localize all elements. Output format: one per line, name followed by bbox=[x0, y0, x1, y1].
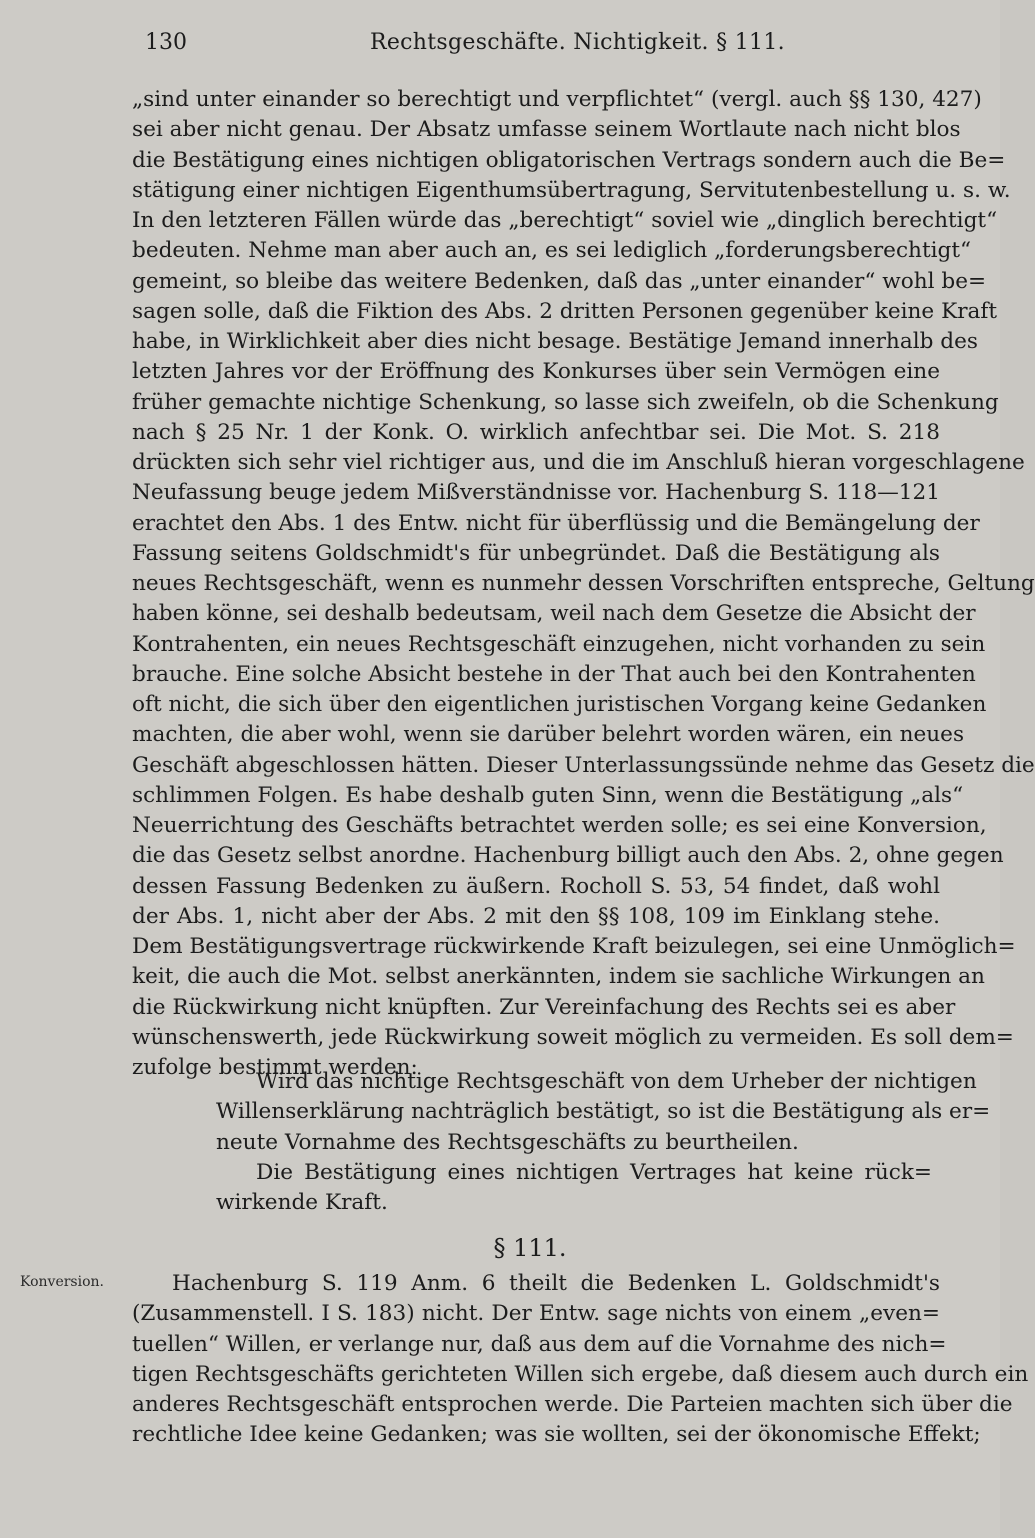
text-line: brauche. Eine solche Absicht bestehe in der That auch bei den Kontrahenten bbox=[132, 661, 976, 687]
text-line: der Abs. 1, nicht aber der Abs. 2 mit den §§ 108, 109 im Einklang stehe. bbox=[132, 903, 940, 929]
text-line: zufolge bestimmt werden: bbox=[132, 1055, 418, 1080]
text-line: rechtliche Idee keine Gedanken; was sie wollten, sei der ökonomische Effekt; bbox=[132, 1422, 981, 1448]
text-line: In den letzteren Fällen würde das „berechtigt“ soviel wie „dinglich berechtigt“ bbox=[132, 208, 998, 233]
quote-line: Wird das nichtige Rechtsgeschäft von dem Urheber der nichtigen bbox=[256, 1069, 977, 1094]
main-paragraph bbox=[132, 85, 1035, 1083]
text-line: neues Rechtsgeschäft, wenn es nunmehr dessen Vorschriften entspreche, Geltung bbox=[132, 571, 1035, 596]
text-line: sagen solle, daß die Fiktion des Abs. 2 dritten Personen gegenüber keine Kraft bbox=[132, 298, 998, 324]
text-line: früher gemachte nichtige Schenkung, so lasse sich zweifeln, ob die Schenkung bbox=[132, 389, 999, 415]
text-line: dessen Fassung Bedenken zu äußern. Rocholl S. 53, 54 findet, daß wohl bbox=[132, 873, 940, 899]
page-number: 130 bbox=[145, 30, 187, 55]
text-line: Hachenburg S. 119 Anm. 6 theilt die Bedenken L. Goldschmidt's bbox=[172, 1271, 940, 1296]
quote-line: Willenserklärung nachträglich bestätigt, so ist die Bestätigung als er= bbox=[216, 1099, 991, 1125]
text-line: tigen Rechtsgeschäfts gerichteten Willen sich ergebe, daß diesem auch durch ein bbox=[132, 1361, 1029, 1387]
text-line: (Zusammenstell. I S. 183) nicht. Der Entw. sage nichts von einem „even= bbox=[132, 1301, 940, 1327]
text-line: drückten sich sehr viel richtiger aus, und die im Anschluß hieran vorgeschlagene bbox=[132, 450, 1025, 475]
text-line: gemeint, so bleibe das weitere Bedenken, daß das „unter einander“ wohl be= bbox=[132, 268, 987, 294]
text-line: stätigung einer nichtigen Eigenthumsübertragung, Servitutenbestellung u. s. w. bbox=[132, 177, 1011, 203]
text-line: habe, in Wirklichkeit aber dies nicht besage. Bestätige Jemand innerhalb des bbox=[132, 329, 978, 354]
running-head: Rechtsgeschäfte. Nichtigkeit. § 111. bbox=[370, 30, 785, 55]
text-line: Geschäft abgeschlossen hätten. Dieser Unterlassungssünde nehme das Gesetz die bbox=[132, 752, 1035, 778]
text-line: bedeuten. Nehme man aber auch an, es sei lediglich „forderungsberechtigt“ bbox=[132, 238, 972, 264]
text-line: Dem Bestätigungsvertrage rückwirkende Kraft beizulegen, sei eine Unmöglich= bbox=[132, 934, 1016, 959]
section-paragraph bbox=[132, 1269, 1029, 1451]
section-heading: § 111. bbox=[493, 1234, 567, 1262]
text-line: tuellen“ Willen, er verlange nur, daß aus dem auf die Vornahme des nich= bbox=[132, 1331, 947, 1357]
text-line: Neuerrichtung des Geschäfts betrachtet werden solle; es sei eine Konversion, bbox=[132, 813, 987, 838]
proposed-text-quote bbox=[216, 1067, 991, 1218]
margin-note: Konversion. bbox=[20, 1274, 104, 1290]
text-line: wünschenswerth, jede Rückwirkung soweit möglich zu vermeiden. Es soll dem= bbox=[132, 1024, 1014, 1050]
text-line: sei aber nicht genau. Der Absatz umfasse seinem Wortlaute nach nicht blos bbox=[132, 117, 961, 143]
text-line: haben könne, sei deshalb bedeutsam, weil nach dem Gesetze die Absicht der bbox=[132, 601, 976, 627]
quote-line: Die Bestätigung eines nichtigen Vertrages hat keine rück= bbox=[256, 1159, 932, 1185]
page-header bbox=[145, 30, 935, 60]
text-line: erachtet den Abs. 1 des Entw. nicht für überflüssig und die Bemängelung der bbox=[132, 510, 980, 536]
text-line: keit, die auch die Mot. selbst anerkännten, indem sie sachliche Wirkungen an bbox=[132, 964, 985, 990]
text-line: „sind unter einander so berechtigt und verpflichtet“ (vergl. auch §§ 130, 427) bbox=[132, 87, 982, 112]
text-line: schlimmen Folgen. Es habe deshalb guten Sinn, wenn die Bestätigung „als“ bbox=[132, 782, 964, 808]
text-line: Fassung seitens Goldschmidt's für unbegründet. Daß die Bestätigung als bbox=[132, 540, 940, 566]
text-line: die das Gesetz selbst anordne. Hachenburg billigt auch den Abs. 2, ohne gegen bbox=[132, 843, 1004, 869]
text-line: Kontrahenten, ein neues Rechtsgeschäft einzugehen, nicht vorhanden zu sein bbox=[132, 631, 986, 657]
text-line: anderes Rechtsgeschäft entsprochen werde. Die Parteien machten sich über die bbox=[132, 1392, 1013, 1417]
text-line: letzten Jahres vor der Eröffnung des Konkurses über sein Vermögen eine bbox=[132, 359, 940, 385]
quote-line: wirkende Kraft. bbox=[216, 1190, 388, 1215]
text-line: die Rückwirkung nicht knüpften. Zur Vereinfachung des Rechts sei es aber bbox=[132, 994, 956, 1020]
quote-line: neute Vornahme des Rechtsgeschäfts zu beurtheilen. bbox=[216, 1129, 799, 1155]
text-line: machten, die aber wohl, wenn sie darüber belehrt worden wären, ein neues bbox=[132, 722, 965, 748]
text-line: nach § 25 Nr. 1 der Konk. O. wirklich anfechtbar sei. Die Mot. S. 218 bbox=[132, 419, 940, 445]
text-line: Neufassung beuge jedem Mißverständnisse vor. Hachenburg S. 118—121 bbox=[132, 480, 941, 506]
text-line: oft nicht, die sich über den eigentlichen juristischen Vorgang keine Gedanken bbox=[132, 692, 987, 717]
text-line: die Bestätigung eines nichtigen obligatorischen Vertrags sondern auch die Be= bbox=[132, 147, 1006, 173]
